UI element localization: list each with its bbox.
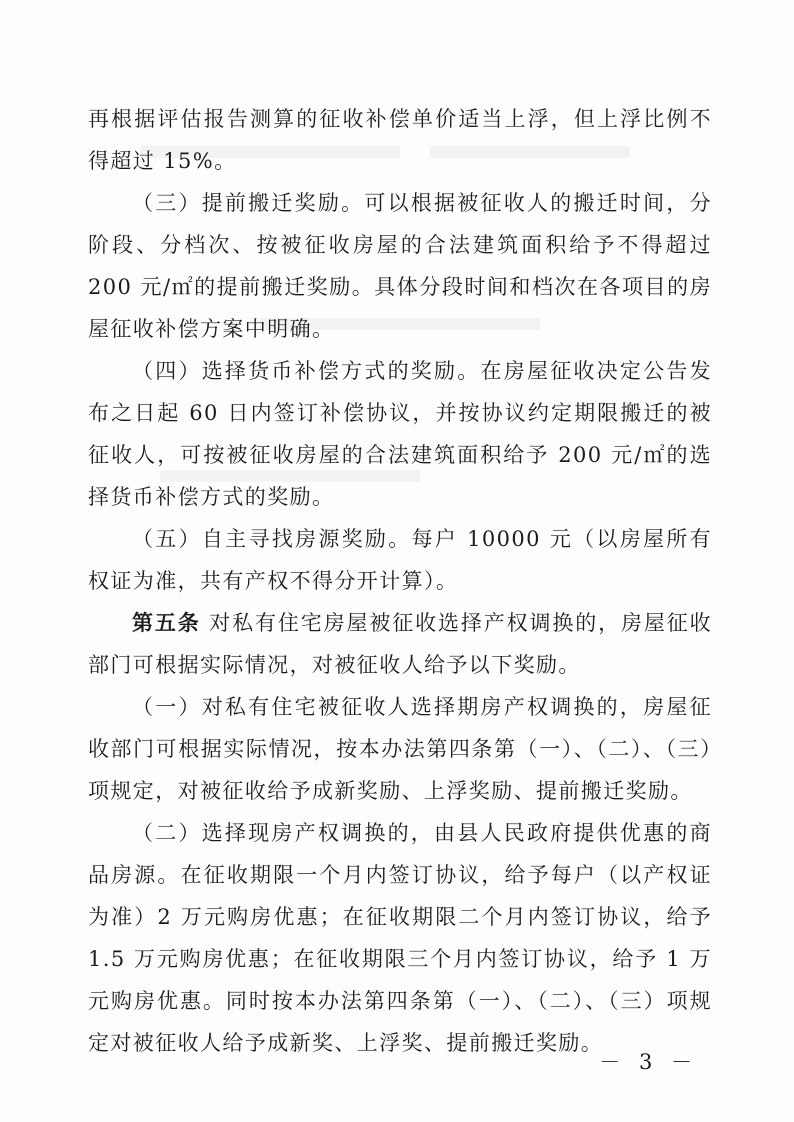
paragraph-early-relocation-reward: （三）提前搬迁奖励。可以根据被征收人的搬迁时间，分阶段、分档次、按被征收房屋的合法建筑面积给予不得超过 200 元/㎡的提前搬迁奖励。具体分段时间和档次在各项目的房屋征收补偿方案中明确。 (88, 191, 712, 341)
paragraph-article-five (88, 602, 712, 686)
paragraph-monetary-compensation-reward: （四）选择货币补偿方式的奖励。在房屋征收决定公告发布之日起 60 日内签订补偿协议，并按协议约定期限搬迁的被征收人，可按被征收房屋的合法建筑面积给予 200 元/㎡的选择货币补偿方式的奖励。 (88, 359, 712, 509)
paragraph-self-sourced-housing-reward: （五）自主寻找房源奖励。每户 10000 元（以房屋所有权证为准，共有产权不得分开计算）。 (88, 527, 712, 593)
page-number: － 3 － (599, 1050, 698, 1074)
article-heading: 第五条 (132, 610, 201, 635)
paragraph-continuation: 再根据评估报告测算的征收补偿单价适当上浮，但上浮比例不得超过 15%。 (88, 107, 712, 173)
paragraph-existing-property-exchange: （二）选择现房产权调换的，由县人民政府提供优惠的商品房源。在征收期限一个月内签订协议，给予每户（以产权证为准）2 万元购房优惠；在征收期限二个月内签订协议，给予 1.5 万元购房优惠；在征收期限三个月内签订协议，给予 1 万元购房优惠。同时按本办法第四条第（一）、（二）、（三）项规定对被征收人给予成新奖、上浮奖、提前搬迁奖励。 (88, 821, 712, 1055)
paragraph-future-property-exchange: （一）对私有住宅被征收人选择期房产权调换的，房屋征收部门可根据实际情况，按本办法第四条第（一）、（二）、（三）项规定，对被征收给予成新奖励、上浮奖励、提前搬迁奖励。 (88, 695, 712, 803)
article-body: 对私有住宅房屋被征收选择产权调换的，房屋征收部门可根据实际情况，对被征收人给予以下奖励。 (88, 611, 713, 677)
